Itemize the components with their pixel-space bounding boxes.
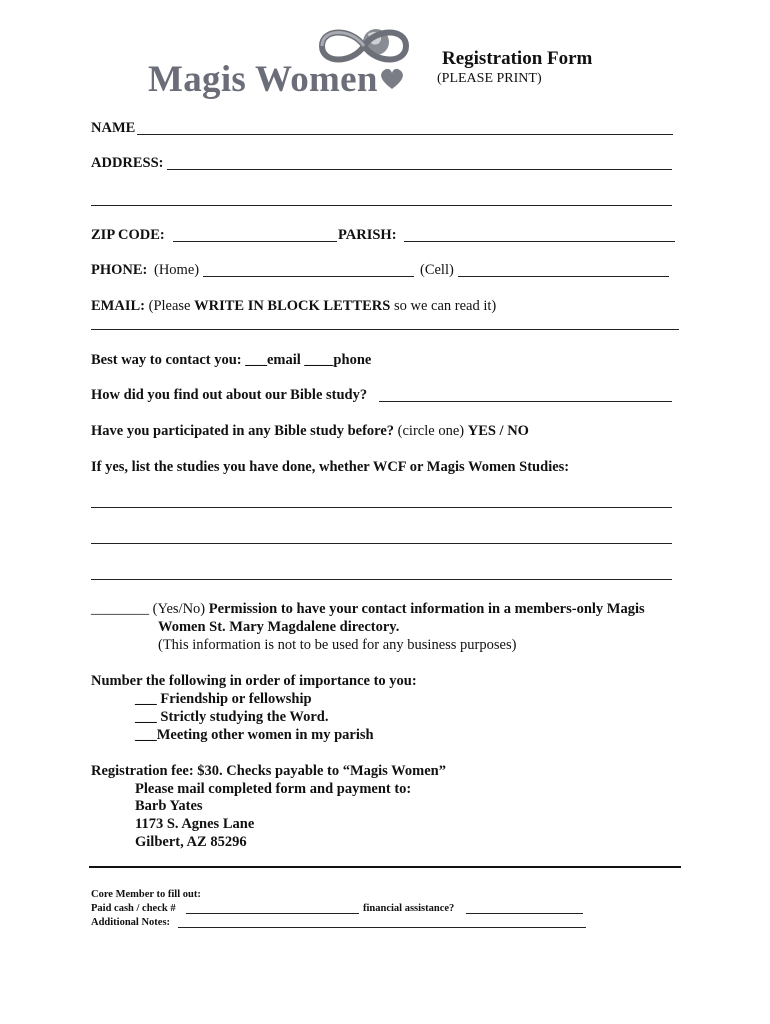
form-title: Registration Form bbox=[442, 48, 593, 69]
financial-field[interactable] bbox=[466, 913, 583, 914]
phone-home-label: (Home) bbox=[154, 262, 200, 278]
address-field-line2[interactable] bbox=[91, 205, 672, 206]
ranking-heading: Number the following in order of importance to you: bbox=[91, 673, 417, 689]
participated-question bbox=[91, 422, 529, 440]
email-line bbox=[91, 297, 496, 315]
phone-cell-field[interactable] bbox=[458, 276, 669, 277]
parish-field[interactable] bbox=[404, 241, 675, 242]
contact-preference: Best way to contact you: ___email ____phone bbox=[91, 352, 372, 368]
studies-field-1[interactable] bbox=[91, 507, 672, 508]
ranking-item[interactable]: ___ Friendship or fellowship bbox=[135, 691, 312, 707]
studies-question: If yes, list the studies you have done, whether WCF or Magis Women Studies: bbox=[91, 459, 570, 475]
form-subtitle: (PLEASE PRINT) bbox=[437, 71, 542, 86]
name-field[interactable] bbox=[137, 134, 673, 135]
permission-note: (This information is not to be used for any business purposes) bbox=[158, 637, 517, 653]
name-label: NAME bbox=[91, 120, 136, 136]
ranking-item[interactable]: ___Meeting other women in my parish bbox=[135, 727, 374, 743]
permission-text-2: Women St. Mary Magdalene directory. bbox=[158, 619, 400, 635]
email-note-post: so we can read it) bbox=[390, 298, 497, 314]
heart-icon bbox=[379, 67, 405, 91]
phone-label: PHONE: bbox=[91, 262, 148, 278]
notes-label: Additional Notes: bbox=[91, 917, 171, 928]
parish-label: PARISH: bbox=[338, 227, 397, 243]
studies-field-3[interactable] bbox=[91, 579, 672, 580]
paid-label: Paid cash / check # bbox=[91, 903, 176, 914]
mail-street: 1173 S. Agnes Lane bbox=[135, 816, 255, 832]
find-out-question: How did you find out about our Bible study? bbox=[91, 387, 368, 403]
core-heading: Core Member to fill out: bbox=[91, 889, 201, 900]
fee-line: Registration fee: $30. Checks payable to “Magis Women” bbox=[91, 763, 446, 779]
permission-text-1: Permission to have your contact information in a members-only Magis bbox=[208, 601, 645, 617]
zip-field[interactable] bbox=[173, 241, 337, 242]
permission-line1 bbox=[91, 600, 645, 618]
phone-home-field[interactable] bbox=[203, 276, 414, 277]
logo-text: Magis Women bbox=[148, 59, 378, 100]
section-divider bbox=[89, 866, 681, 868]
mail-name: Barb Yates bbox=[135, 798, 203, 814]
address-field[interactable] bbox=[167, 169, 672, 170]
participated-options[interactable]: YES / NO bbox=[467, 423, 529, 439]
financial-label: financial assistance? bbox=[363, 903, 455, 914]
permission-blank[interactable]: ________ bbox=[91, 601, 149, 617]
mail-instructions: Please mail completed form and payment to: bbox=[135, 781, 412, 797]
participated-note: (circle one) bbox=[394, 423, 468, 439]
participated-label: Have you participated in any Bible study before? bbox=[91, 423, 395, 439]
phone-cell-label: (Cell) bbox=[420, 262, 454, 278]
ranking-item[interactable]: ___ Strictly studying the Word. bbox=[135, 709, 329, 725]
email-label: EMAIL: bbox=[91, 298, 145, 314]
find-out-field[interactable] bbox=[379, 401, 672, 402]
permission-yes-no: (Yes/No) bbox=[149, 601, 209, 617]
logo bbox=[148, 14, 418, 104]
zip-label: ZIP CODE: bbox=[91, 227, 165, 243]
mail-city: Gilbert, AZ 85296 bbox=[135, 834, 247, 850]
paid-field[interactable] bbox=[186, 913, 359, 914]
notes-field[interactable] bbox=[178, 927, 586, 928]
studies-field-2[interactable] bbox=[91, 543, 672, 544]
address-label: ADDRESS: bbox=[91, 155, 164, 171]
email-note-bold: WRITE IN BLOCK LETTERS bbox=[194, 298, 391, 314]
email-note-pre: (Please bbox=[148, 298, 195, 314]
email-field[interactable] bbox=[91, 329, 679, 330]
